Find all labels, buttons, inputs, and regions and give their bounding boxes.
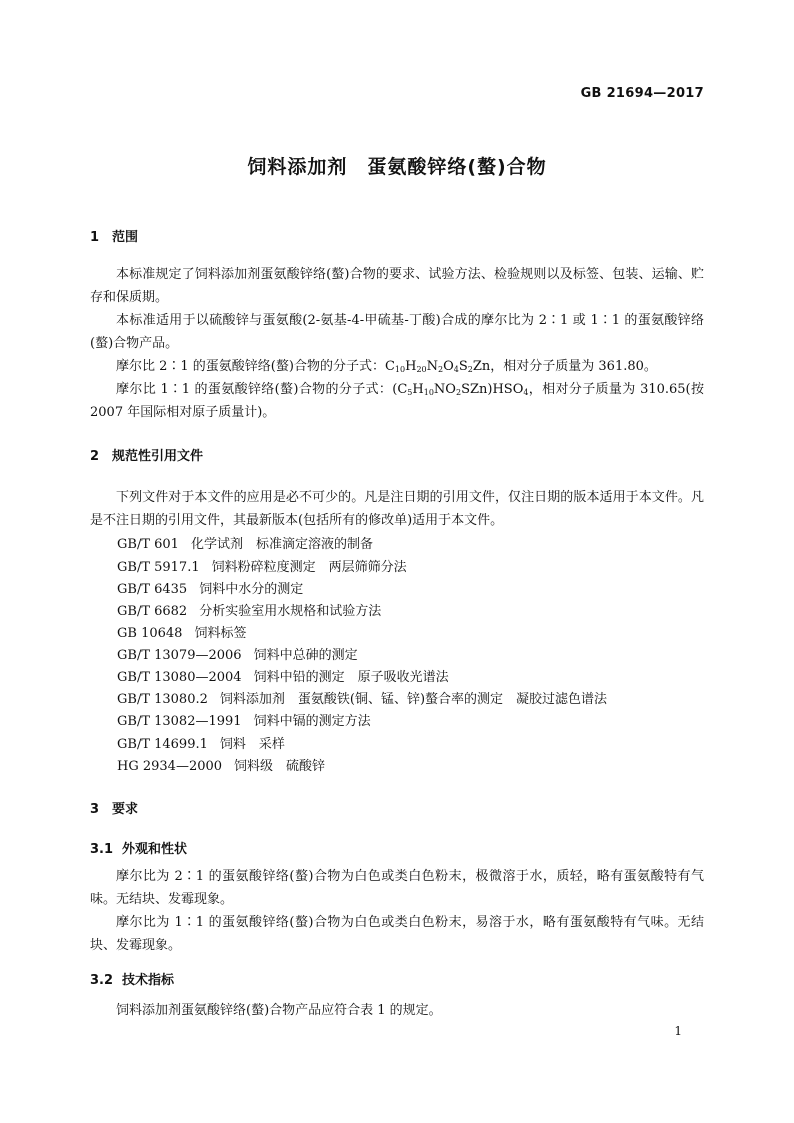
reference-item [117, 733, 285, 752]
reference-item [117, 644, 358, 663]
reference-code: GB/T 6682 [117, 604, 188, 619]
reference-title: 化学试剂 标准滴定溶液的制备 [190, 537, 373, 552]
reference-title: 饲料中水分的测定 [199, 582, 304, 597]
reference-item [117, 710, 371, 729]
reference-item [117, 622, 246, 641]
page-number: 1 [674, 1024, 682, 1038]
formula-text: Zn，相对分子质量为 361.80。 [472, 359, 657, 374]
reference-code: GB/T 13080—2004 [117, 670, 242, 685]
reference-title: 饲料中总砷的测定 [253, 648, 358, 663]
section-number: 1 [90, 230, 100, 245]
formula-subscript: 10 [423, 388, 434, 397]
reference-code: GB/T 6435 [117, 582, 188, 597]
reference-title: 饲料中镉的测定方法 [253, 714, 371, 729]
formula-subscript: 2 [467, 365, 473, 374]
standard-number: GB 21694—2017 [580, 86, 704, 101]
formula-subscript: 4 [453, 365, 459, 374]
technical-indicators-paragraph: 饲料添加剂蛋氨酸锌络(螯)合物产品应符合表 1 的规定。 [116, 1003, 442, 1018]
section-title: 范围 [112, 230, 139, 245]
document-title: 饲料添加剂 蛋氨酸锌络(螯)合物 [247, 156, 547, 178]
formula-text: SZn)HSO [461, 382, 524, 397]
subsection-number: 3.1 [90, 842, 114, 857]
formula-text: S [458, 359, 468, 374]
reference-item [117, 556, 407, 575]
reference-item [117, 600, 381, 619]
reference-item [117, 666, 449, 685]
reference-code: GB/T 13079—2006 [117, 648, 242, 663]
formula-text: 摩尔比 2∶1 的蛋氨酸锌络(螯)合物的分子式：C [116, 359, 395, 374]
section-title: 规范性引用文件 [112, 449, 204, 464]
molecular-formula-2-1 [90, 355, 704, 378]
reference-code: GB/T 13082—1991 [117, 714, 242, 729]
appearance-paragraph-2: 摩尔比为 1∶1 的蛋氨酸锌络(螯)合物为白色或类白色粉末，易溶于水，略有蛋氨酸特有气味。无结块、发霉现象。 [90, 915, 704, 953]
formula-text: 摩尔比 1∶1 的蛋氨酸锌络(螯)合物的分子式：(C [116, 382, 408, 397]
formula-text: O [443, 359, 454, 374]
reference-item [117, 688, 607, 707]
section-1-heading [90, 226, 138, 245]
section-number: 2 [90, 449, 100, 464]
reference-code: GB/T 14699.1 [117, 737, 208, 752]
reference-title: 饲料粉碎粒度测定 两层筛筛分法 [211, 560, 407, 575]
appearance-paragraph-1: 摩尔比为 2∶1 的蛋氨酸锌络(螯)合物为白色或类白色粉末，极微溶于水，质轻，略有蛋氨酸特有气味。无结块、发霉现象。 [90, 869, 704, 907]
reference-code: GB/T 601 [117, 537, 179, 552]
reference-title: 饲料添加剂 蛋氨酸铁(铜、锰、锌)螯合率的测定 凝胶过滤色谱法 [219, 692, 608, 707]
reference-code: GB 10648 [117, 626, 183, 641]
section-title: 要求 [112, 802, 139, 817]
subsection-title: 技术指标 [122, 973, 175, 988]
reference-title: 饲料标签 [194, 626, 247, 641]
formula-text: H [412, 382, 424, 397]
normative-references-intro: 下列文件对于本文件的应用是必不可少的。凡是注日期的引用文件，仅注日期的版本适用于本文件。凡是不注日期的引用文件，其最新版本(包括所有的修改单)适用于本文件。 [90, 490, 704, 528]
formula-subscript: 2 [455, 388, 462, 397]
reference-title: 饲料中铅的测定 原子吸收光谱法 [253, 670, 449, 685]
reference-item [117, 578, 303, 597]
reference-item [117, 533, 373, 552]
formula-subscript: 10 [394, 365, 406, 374]
reference-code: GB/T 5917.1 [117, 560, 200, 575]
reference-code: HG 2934—2000 [117, 759, 223, 774]
section-3-heading [90, 798, 138, 817]
subsection-3-2-heading [90, 969, 174, 988]
reference-item [117, 755, 325, 774]
formula-subscript: 4 [523, 388, 529, 397]
section-number: 3 [90, 802, 100, 817]
formula-text: N [426, 359, 438, 374]
scope-paragraph-1: 本标准规定了饲料添加剂蛋氨酸锌络(螯)合物的要求、试验方法、检验规则以及标签、包装、运输、贮存和保质期。 [90, 267, 704, 305]
reference-title: 分析实验室用水规格和试验方法 [199, 604, 382, 619]
reference-title: 饲料 采样 [219, 737, 285, 752]
formula-subscript: 20 [416, 365, 427, 374]
reference-title: 饲料级 硫酸锌 [234, 759, 326, 774]
formula-text: ，相对分子质量为 310.65(按 2007 年国际相对原子质量计)。 [90, 382, 704, 420]
formula-subscript: 2 [438, 365, 444, 374]
molecular-formula-1-1 [90, 378, 704, 424]
section-2-heading [90, 445, 203, 464]
formula-text: H [405, 359, 417, 374]
subsection-title: 外观和性状 [122, 842, 188, 857]
formula-subscript: 5 [407, 388, 413, 397]
subsection-3-1-heading [90, 838, 187, 857]
scope-paragraph-2: 本标准适用于以硫酸锌与蛋氨酸(2-氨基-4-甲硫基-丁酸)合成的摩尔比为 2∶1 或 1∶1 的蛋氨酸锌络(螯)合物产品。 [90, 313, 704, 351]
formula-text: NO [433, 382, 456, 397]
reference-code: GB/T 13080.2 [117, 692, 208, 707]
subsection-number: 3.2 [90, 973, 114, 988]
